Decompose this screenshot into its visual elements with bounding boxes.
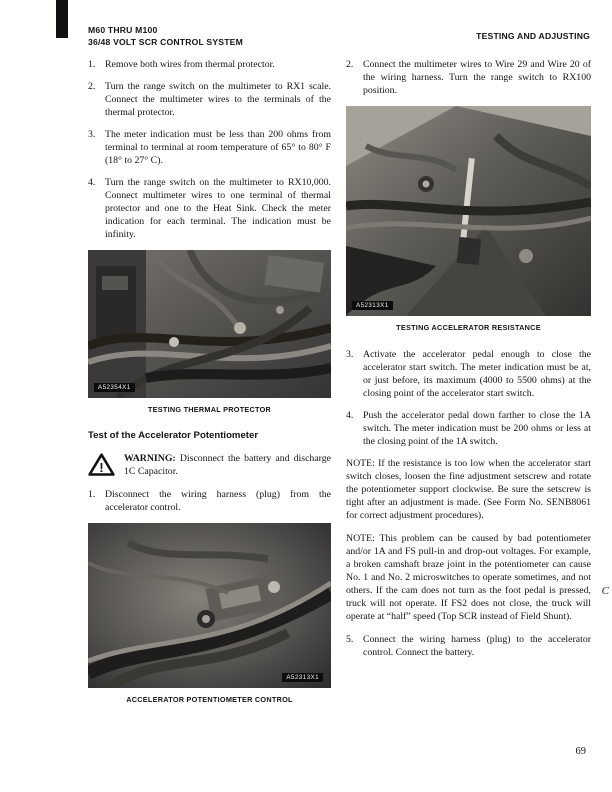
step-number: 4. [88,177,96,188]
step-item [88,176,331,241]
model-range: M60 THRU M100 [88,25,158,35]
photo-id-tag: A52354X1 [94,383,135,392]
note-paragraph: NOTE: If the resistance is too low when the accelerator start switch closes, loosen the fine adjustment setscrew and rotate the potentiometer support clockwise. Be sure the setscrew is tight after an adjustment is made. (See Form No. SENB8061 for correct adjustment procedures). [346,458,591,521]
registration-mark [56,0,68,38]
step-text: Turn the range switch on the multimeter to RX10,000. Connect multimeter wires to one terminal of thermal protector and one to the Heat Sink. Check the meter indication for each terminal. The indication must be infinity. [105,177,331,240]
svg-text:!: ! [99,461,104,476]
step-text: Turn the range switch on the multimeter to RX1 scale. Connect the multimeter wires to the terminals of the thermal protector. [105,81,331,118]
step-number: 1. [88,59,96,70]
page-header-left [88,24,243,48]
step-item [88,80,331,119]
step-item [346,348,591,400]
step-item [88,488,331,514]
step-number: 2. [88,81,96,92]
system-title: 36/48 VOLT SCR CONTROL SYSTEM [88,37,243,48]
step-text: Remove both wires from thermal protector. [105,59,275,70]
margin-mark: C [601,585,609,597]
accelerator-resistance-photo [346,106,591,316]
page-number: 69 [575,746,586,757]
photo-caption: ACCELERATOR POTENTIOMETER CONTROL [126,695,293,704]
step-number: 5. [346,634,354,645]
step-item [88,58,331,71]
step-item [346,58,591,97]
subsection-heading: Test of the Accelerator Potentiometer [88,430,259,441]
warning-triangle-icon [88,453,115,477]
step-number: 2. [346,59,354,70]
step-text: Disconnect the wiring harness (plug) from the accelerator control. [105,489,331,513]
photo-id-tag: A52313X1 [352,301,393,310]
step-number: 3. [346,349,354,360]
warning-body: Disconnect the battery and discharge 1C Capacitor. [124,453,331,477]
right-column [346,58,591,668]
left-column [88,58,331,720]
step-text: Push the accelerator pedal down farther to close the 1A switch. The meter indication must be 200 ohms or less at the closing point of the 1A switch. [363,410,591,447]
section-title: TESTING AND ADJUSTING [476,31,590,41]
warning-block [88,452,331,478]
warning-text [124,452,331,478]
step-number: 1. [88,489,96,500]
step-item [346,633,591,659]
photo-caption: TESTING ACCELERATOR RESISTANCE [396,323,541,332]
step-item [88,128,331,167]
step-number: 4. [346,410,354,421]
note-paragraph: NOTE: This problem can be caused by bad potentiometer and/or 1A and FS pull-in and drop-out voltages. For example, a broken camshaft braze joint in the potentiometer can cause No. 1 and No. 2 microswitches to operate sometimes, and not others. If the cam does not turn as the foot pedal is pressed, truck will not operate. If FS2 does not close, the truck will operate at “half” speed (Top SCR instead of Field Shunt). [346,533,591,622]
step-text: Connect the multimeter wires to Wire 29 and Wire 20 of the wiring harness. Turn the range switch to RX100 position. [363,59,591,96]
photo-caption: TESTING THERMAL PROTECTOR [147,405,272,414]
step-number: 3. [88,129,96,140]
step-text: Connect the wiring harness (plug) to the accelerator control. Connect the battery. [363,634,591,658]
accelerator-potentiometer-photo [88,523,331,688]
step-item [346,409,591,448]
step-text: Activate the accelerator pedal enough to close the accelerator start switch. The meter indication must be at, or just before, its maximum (4000 to 5500 ohms) at the closing point of the accelerator start switch. [363,349,591,399]
step-text: The meter indication must be less than 200 ohms from terminal to terminal at room temperature of 65° to 80° F (18° to 27° C). [105,129,331,166]
warning-label: WARNING: [124,453,176,464]
photo-id-tag: A52313X1 [282,673,323,682]
thermal-protector-photo [88,250,331,398]
